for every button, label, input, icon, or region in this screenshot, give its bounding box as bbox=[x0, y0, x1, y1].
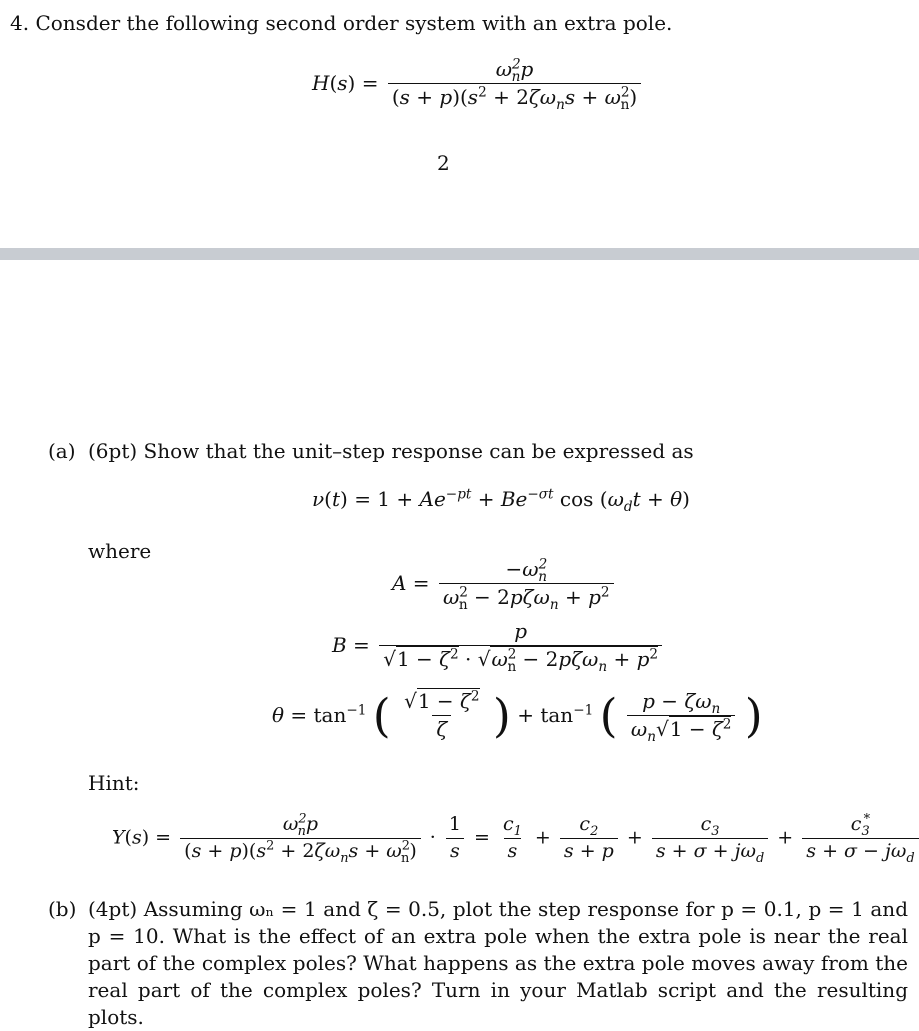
hint-equation: Y(s) = $\frac{\omega^2_np}{(s + p)(s^2 + 2\zeta\omega_ns + \omega^2_n)}$ · $\frac{1}{s}$ = $\frac{c_1}{s}$ + $\frac{c_2}{s + p}$ + $\frac{c_3}{s + \sigma + j\omega_d}$ + $\frac{c_3^*}{s + \sigma - j\omega_d}$ bbox=[112, 814, 919, 863]
question-header bbox=[10, 12, 672, 35]
where-label: where bbox=[88, 539, 152, 563]
equation-B: B = $\frac{p}{√1 - \zeta^2 \cdot √\omega^2_n - 2p\zeta\omega_n + p^2}$ bbox=[332, 620, 665, 671]
part-a-text: (6pt) Show that the unit–step response can be expressed as bbox=[88, 439, 694, 463]
equation-number: 2 bbox=[437, 151, 450, 175]
equation-A: A = $\frac{-\omega^2_n}{\omega^2_n - 2p\zeta\omega_n + p^2}$ bbox=[392, 558, 617, 609]
part-b-label: (b) bbox=[48, 897, 77, 921]
page-top-section bbox=[0, 0, 919, 248]
question-intro: Consder the following second order system with an extra pole. bbox=[35, 11, 673, 35]
part-a-label: (a) bbox=[48, 439, 76, 463]
hint-label: Hint: bbox=[88, 771, 140, 795]
page-divider bbox=[0, 248, 919, 260]
tf-denominator: $(s + p)(s^2 + 2\zeta\omega_ns + \omega^2_n)$ bbox=[388, 83, 641, 109]
tf-numerator: $\omega^2_np$ bbox=[495, 56, 534, 85]
part-b-text: (4pt) Assuming ωₙ = 1 and ζ = 0.5, plot the step response for p = 0.1, p = 1 and p = 10. What is the effect of an extra pole when the extra pole is near the real part of the complex poles? What happens as the extra pole moves away from the real part of the complex poles? Turn in your Matlab script and the resulting plots. bbox=[88, 897, 908, 1029]
tf-lhs: H(s) = bbox=[312, 71, 385, 95]
transfer-function bbox=[312, 56, 644, 113]
equation-theta: $\theta = \tan^{-1}$ ( $\frac{√1 - \zeta^2}{\zeta}$ ) + $\tan^{-1}$ ( $\frac{p - \zeta\omega_n}{\omega_n√1 - \zeta^2}$ ) bbox=[272, 688, 763, 745]
step-response-equation: $\nu(t) = 1 + Ae^{-pt} + Be^{-\sigma t}$ $\cos (\omega_dt + \theta)$ bbox=[312, 486, 690, 515]
tf-fraction bbox=[388, 56, 641, 113]
question-number: 4. bbox=[10, 11, 30, 35]
